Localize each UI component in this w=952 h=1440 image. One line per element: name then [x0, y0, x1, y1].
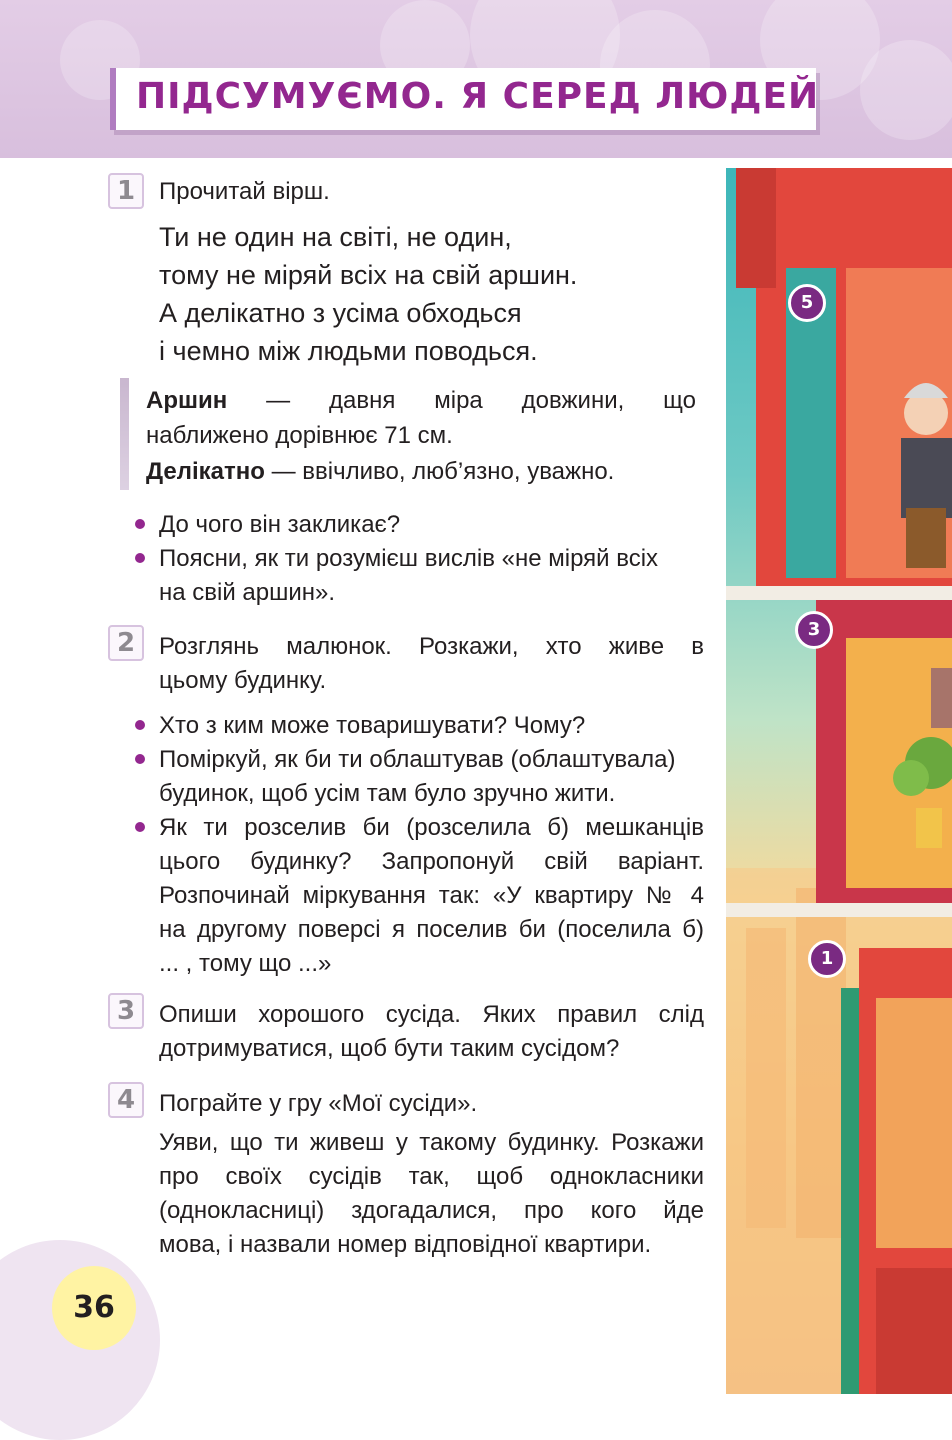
- task4-text-cont: про своїх сусідів так, щоб однокласники: [159, 1163, 704, 1190]
- glossary-entry-delikatno: [146, 454, 696, 489]
- task1-prompt: Прочитай вірш.: [159, 178, 330, 205]
- question-item-cont: Розпочинай міркування так: «У квартиру № 4: [159, 882, 704, 909]
- bullet-dot: [135, 822, 145, 832]
- apartment-number-badge: 5: [788, 284, 826, 322]
- task-number-4: 4: [108, 1082, 144, 1118]
- poem-line: тому не міряй всіх на свій аршин.: [159, 260, 578, 290]
- glossary-definition: — давня міра довжини, що: [227, 387, 696, 414]
- glossary-term: Делікатно: [146, 458, 265, 485]
- question-item: До чого він закликає?: [159, 511, 401, 538]
- task4-text-cont: (однокласниці) здогадалися, про кого йде: [159, 1197, 704, 1224]
- question-item: Поясни, як ти розумієш вислів «не міряй всіх: [159, 545, 659, 572]
- question-item-cont: цього будинку? Запропонуй свій варіант.: [159, 848, 704, 875]
- glossary-definition: — ввічливо, люб’язно, уважно.: [264, 458, 615, 485]
- question-item-cont: на другому поверсі я поселив би (поселила б): [159, 916, 704, 943]
- task4-text: Уяви, що ти живеш у такому будинку. Розкажи: [159, 1129, 704, 1156]
- poem-line: А делікатно з усіма обходься: [159, 298, 522, 328]
- bullet-dot: [135, 519, 145, 529]
- poem-line: Ти не один на світі, не один,: [159, 222, 512, 252]
- task3-text-cont: дотримуватися, щоб бути таким сусідом?: [159, 1035, 620, 1062]
- task3-text: Опиши хорошого сусіда. Яких правил слід: [159, 1001, 704, 1028]
- task-number-1: 1: [108, 173, 144, 209]
- glossary-entry-arshin: [146, 383, 696, 418]
- bullet-dot: [135, 720, 145, 730]
- building-illustration: [726, 168, 952, 1394]
- question-item: Хто з ким може товаришувати? Чому?: [159, 712, 586, 739]
- task2-text-cont: цьому будинку.: [159, 667, 327, 694]
- page-number: 36: [73, 1290, 115, 1325]
- question-item-cont: ... , тому що ...»: [159, 950, 332, 977]
- decor-bubble: [860, 40, 952, 140]
- task4-prompt: Пограйте у гру «Мої сусіди».: [159, 1090, 478, 1117]
- building-drawing: [726, 168, 952, 1394]
- question-item: Поміркуй, як би ти облаштував (облаштувала): [159, 746, 676, 773]
- apartment-number-badge: 1: [808, 940, 846, 978]
- task2-text: Розглянь малюнок. Розкажи, хто живе в: [159, 633, 704, 660]
- glossary-definition-cont: наближено дорівнює 71 см.: [146, 422, 453, 449]
- bullet-dot: [135, 553, 145, 563]
- glossary-bar: [120, 378, 129, 490]
- question-item-cont: будинок, щоб усім там було зручно жити.: [159, 780, 616, 807]
- apartment-number-badge: 3: [795, 611, 833, 649]
- poem-line: і чемно між людьми поводься.: [159, 336, 538, 366]
- glossary-term: Аршин: [146, 387, 228, 414]
- bullet-dot: [135, 754, 145, 764]
- task-number-2: 2: [108, 625, 144, 661]
- question-item: Як ти розселив би (розселила б) мешканців: [159, 814, 704, 841]
- question-item-cont: на свій аршин».: [159, 579, 336, 606]
- task4-text-cont: мова, і назвали номер відповідної квартири.: [159, 1231, 652, 1258]
- task-number-3: 3: [108, 993, 144, 1029]
- page-title: ПІДСУМУЄМО. Я СЕРЕД ЛЮДЕЙ: [136, 76, 820, 117]
